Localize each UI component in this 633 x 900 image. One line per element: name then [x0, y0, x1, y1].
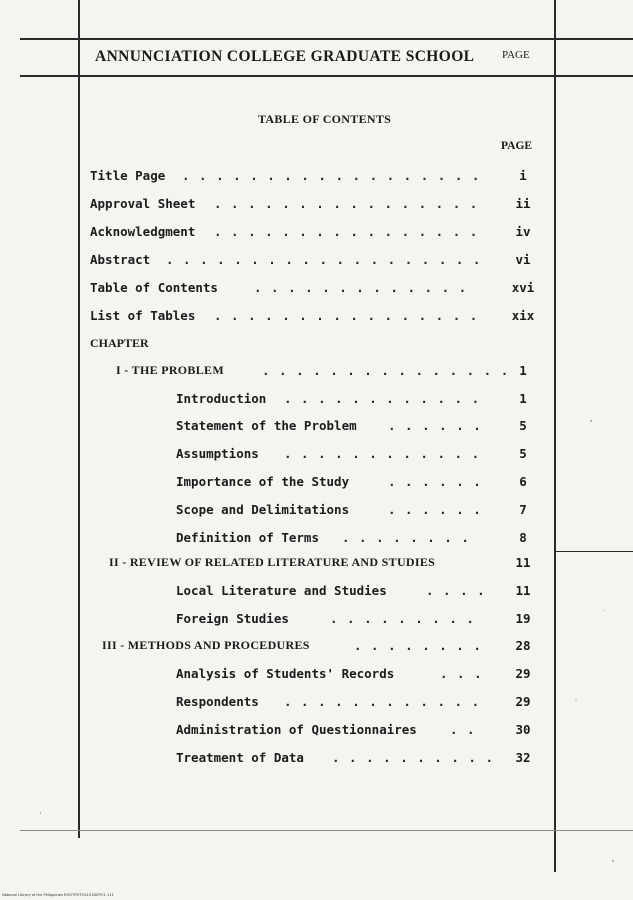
- section-label: Statement of the Problem: [176, 418, 357, 433]
- leader-dots: . . . . . .: [388, 502, 482, 517]
- toc-entry-label: Table of Contents: [90, 280, 218, 295]
- school-header-title: ANNUNCIATION COLLEGE GRADUATE SCHOOL: [95, 48, 475, 65]
- toc-entry: [90, 252, 550, 270]
- toc-section-entry: [176, 611, 550, 629]
- section-label: Respondents: [176, 694, 259, 709]
- section-label: Foreign Studies: [176, 611, 289, 626]
- header-page-label: PAGE: [502, 49, 530, 61]
- scan-source-footer: National Library of the Philippines ROOTPOTOS1S1DEPO1 111: [2, 893, 114, 897]
- header-top-rule: [20, 38, 633, 40]
- toc-section-entry: [176, 418, 550, 436]
- toc-entry: [90, 308, 550, 326]
- chapter-heading-label: CHAPTER: [90, 336, 149, 350]
- leader-dots: . . . . . . . .: [354, 638, 482, 653]
- bottom-crop-rule: [20, 830, 633, 831]
- leader-dots: . . . . . . . .: [342, 530, 470, 545]
- section-label: Analysis of Students' Records: [176, 666, 395, 681]
- scan-speckle: [590, 420, 592, 422]
- toc-section-entry: [176, 666, 550, 684]
- toc-entry-label: Approval Sheet: [90, 196, 196, 211]
- section-page: 7: [519, 502, 527, 517]
- toc-section-entry: [176, 502, 550, 520]
- right-margin-rule: [554, 0, 556, 872]
- leader-dots: . . . . . . . . . . . .: [284, 694, 481, 709]
- leader-dots: . . . . . . . . . . . .: [284, 446, 481, 461]
- toc-section-entry: [176, 446, 550, 464]
- toc-entry-label: Acknowledgment: [90, 224, 196, 239]
- leader-dots: . .: [450, 722, 476, 737]
- section-label: Administration of Questionnaires: [176, 722, 417, 737]
- header-bottom-rule: [20, 75, 633, 77]
- toc-entry-label: List of Tables: [90, 308, 196, 323]
- chapter-page: 11: [515, 555, 531, 570]
- section-label: Importance of the Study: [176, 474, 350, 489]
- section-label: Definition of Terms: [176, 530, 319, 545]
- section-page: 11: [515, 583, 531, 598]
- leader-dots: . . . . . . . . .: [330, 611, 475, 626]
- toc-title: TABLE OF CONTENTS: [258, 112, 392, 126]
- section-label: Treatment of Data: [176, 750, 304, 765]
- section-page: 6: [519, 474, 527, 489]
- section-page: 5: [519, 418, 527, 433]
- toc-entry-page: xvi: [511, 280, 535, 295]
- leader-dots: . . . . . . . . . . . . . . . . . . .: [166, 252, 482, 267]
- section-page: 29: [515, 666, 531, 681]
- right-crop-rule: [556, 551, 633, 552]
- section-label: Local Literature and Studies: [176, 583, 387, 598]
- toc-section-entry: [176, 583, 550, 601]
- toc-page-column-heading: PAGE: [501, 140, 533, 152]
- chapter-page: 28: [515, 638, 531, 653]
- toc-section-entry: [176, 694, 550, 712]
- leader-dots: . . . . . .: [388, 474, 482, 489]
- toc-entry-page: ii: [515, 196, 531, 211]
- chapter-entry: [102, 638, 550, 656]
- toc-section-entry: [176, 530, 550, 548]
- section-page: 32: [515, 750, 531, 765]
- section-page: 1: [519, 391, 527, 406]
- toc-entry: [90, 196, 550, 214]
- chapter-entry: [116, 363, 550, 381]
- toc-entry-label: Title Page: [90, 168, 166, 183]
- leader-dots: . . . .: [426, 583, 486, 598]
- toc-entry: [90, 224, 550, 242]
- toc-section-entry: [176, 474, 550, 492]
- leader-dots: . . . . . .: [388, 418, 482, 433]
- section-page: 30: [515, 722, 531, 737]
- leader-dots: . . . . . . . . . . . .: [284, 391, 481, 406]
- leader-dots: . . . . . . . . . .: [332, 750, 494, 765]
- leader-dots: . . . . . . . . . . . . . . . . . .: [182, 168, 481, 183]
- chapter-heading: [90, 336, 210, 354]
- section-page: 5: [519, 446, 527, 461]
- scan-speckle: [575, 700, 577, 701]
- toc-section-entry: [176, 391, 550, 409]
- leader-dots: . . . . . . . . . . . . . . . .: [214, 196, 479, 211]
- section-page: 29: [515, 694, 531, 709]
- section-label: Introduction: [176, 391, 267, 406]
- section-page: 8: [519, 530, 527, 545]
- chapter-entry: [109, 555, 550, 573]
- toc-entry-page: i: [519, 168, 527, 183]
- chapter-label: III - METHODS AND PROCEDURES: [102, 638, 310, 652]
- section-label: Assumptions: [176, 446, 259, 461]
- toc-entry-page: vi: [515, 252, 531, 267]
- toc-section-entry: [176, 750, 550, 768]
- chapter-page: 1: [519, 363, 527, 378]
- toc-entry-page: xix: [511, 308, 535, 323]
- leader-dots: . . .: [440, 666, 483, 681]
- left-margin-rule: [78, 0, 80, 838]
- toc-entry: [90, 280, 550, 298]
- scan-speckle: [40, 812, 41, 814]
- scan-speckle: [604, 610, 605, 611]
- section-page: 19: [515, 611, 531, 626]
- section-label: Scope and Delimitations: [176, 502, 350, 517]
- toc-entry-page: iv: [515, 224, 531, 239]
- chapter-label: I - THE PROBLEM: [116, 363, 224, 377]
- toc-section-entry: [176, 722, 550, 740]
- toc-entry: [90, 168, 550, 186]
- leader-dots: . . . . . . . . . . . . . . . .: [214, 224, 479, 239]
- leader-dots: . . . . . . . . . . . . . . . .: [214, 308, 479, 323]
- chapter-label: II - REVIEW OF RELATED LITERATURE AND STUDIES: [109, 555, 436, 569]
- leader-dots: . . . . . . . . . . . . . . .: [262, 363, 510, 378]
- scan-speckle: [612, 860, 614, 862]
- leader-dots: . . . . . . . . . . . . .: [254, 280, 468, 295]
- toc-entry-label: Abstract: [90, 252, 151, 267]
